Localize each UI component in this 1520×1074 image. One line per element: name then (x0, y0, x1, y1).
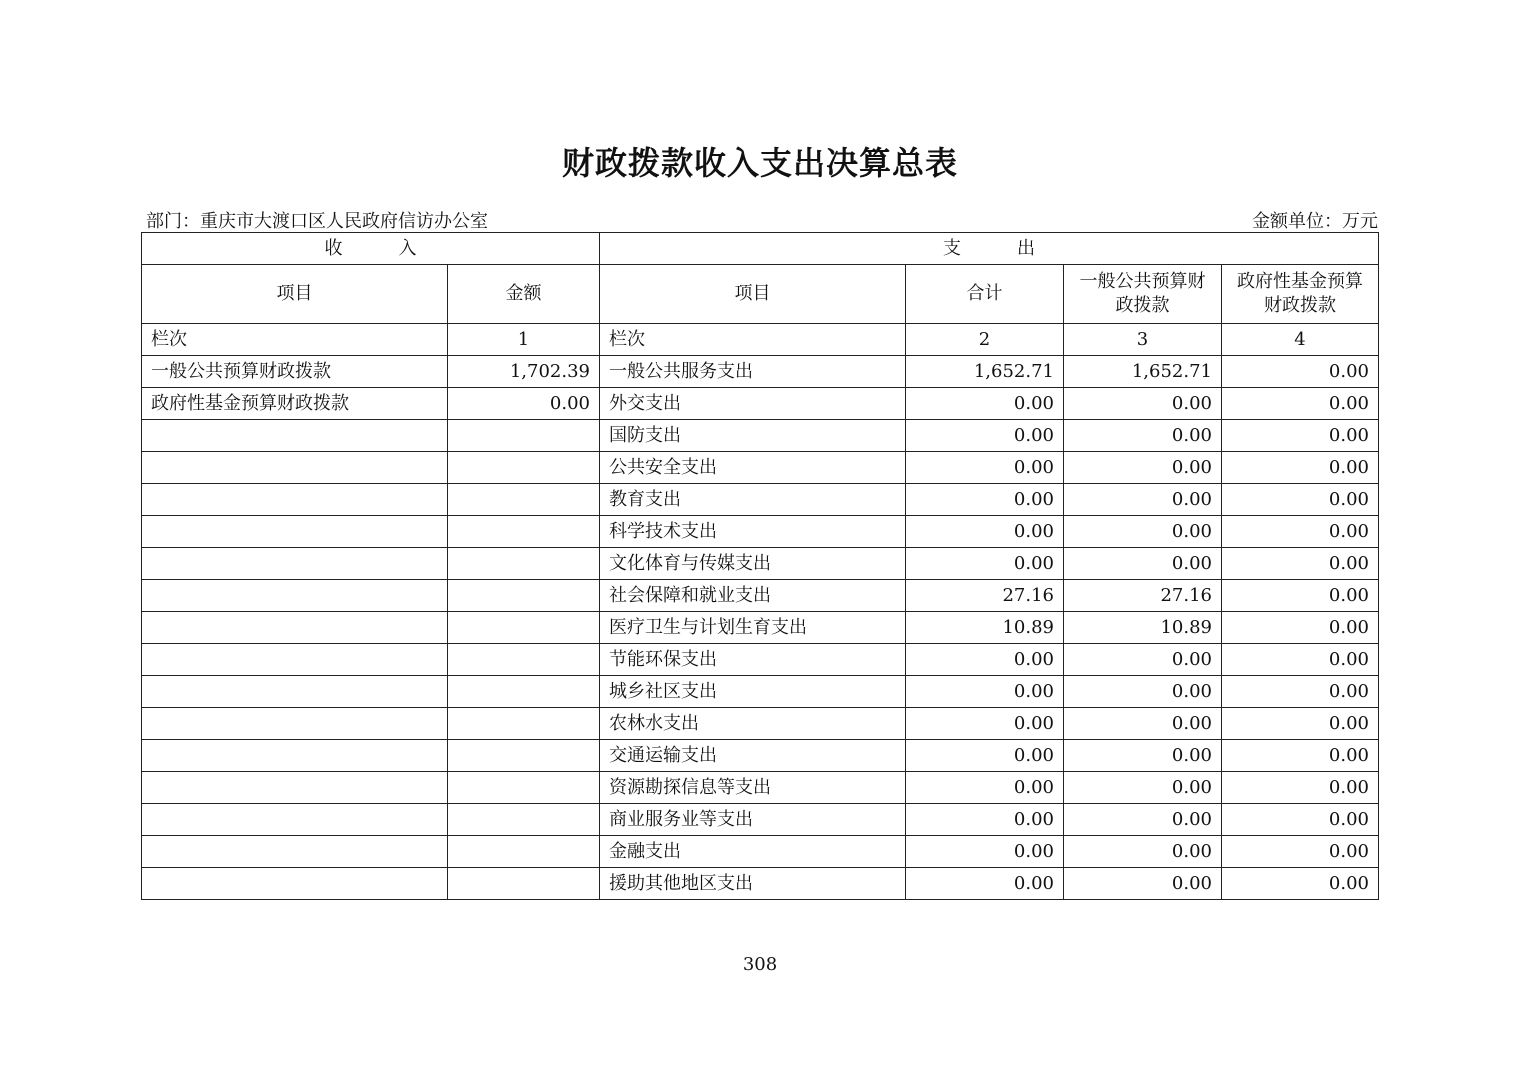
col-total: 合计 (906, 265, 1064, 324)
cell-income-item (142, 868, 448, 900)
cell-total: 0.00 (906, 708, 1064, 740)
table-row (142, 612, 1379, 644)
cell-gov-fund: 0.00 (1222, 772, 1379, 804)
cell-total: 0.00 (906, 836, 1064, 868)
cell-general-budget: 0.00 (1064, 388, 1222, 420)
index-income-label: 栏次 (142, 324, 448, 356)
cell-general-budget: 0.00 (1064, 548, 1222, 580)
cell-income-item (142, 644, 448, 676)
cell-total: 0.00 (906, 676, 1064, 708)
cell-expense-item: 公共安全支出 (600, 452, 906, 484)
cell-income-amount (448, 548, 600, 580)
cell-total: 0.00 (906, 740, 1064, 772)
cell-general-budget: 1,652.71 (1064, 356, 1222, 388)
table-row (142, 644, 1379, 676)
col-income-item: 项目 (142, 265, 448, 324)
col-gov-fund: 政府性基金预算财政拨款 (1222, 265, 1379, 324)
cell-income-item (142, 516, 448, 548)
cell-expense-item: 国防支出 (600, 420, 906, 452)
expense-header-char-1: 支 (943, 237, 961, 259)
index-col-3: 3 (1064, 324, 1222, 356)
cell-income-amount (448, 740, 600, 772)
cell-gov-fund: 0.00 (1222, 356, 1379, 388)
cell-gov-fund: 0.00 (1222, 804, 1379, 836)
cell-gov-fund: 0.00 (1222, 516, 1379, 548)
cell-income-item (142, 836, 448, 868)
cell-gov-fund: 0.00 (1222, 420, 1379, 452)
table-row (142, 708, 1379, 740)
unit-label: 金额单位：万元 (1252, 211, 1378, 232)
cell-expense-item: 外交支出 (600, 388, 906, 420)
cell-income-item: 一般公共预算财政拨款 (142, 356, 448, 388)
table-row (142, 868, 1379, 900)
expense-section-header (600, 233, 1379, 265)
table-row (142, 420, 1379, 452)
cell-income-amount (448, 420, 600, 452)
cell-expense-item: 交通运输支出 (600, 740, 906, 772)
cell-gov-fund: 0.00 (1222, 708, 1379, 740)
cell-general-budget: 10.89 (1064, 612, 1222, 644)
index-col-2: 2 (906, 324, 1064, 356)
cell-income-amount (448, 612, 600, 644)
cell-income-amount (448, 676, 600, 708)
cell-gov-fund: 0.00 (1222, 836, 1379, 868)
cell-income-amount (448, 708, 600, 740)
cell-income-amount: 0.00 (448, 388, 600, 420)
cell-expense-item: 援助其他地区支出 (600, 868, 906, 900)
cell-general-budget: 0.00 (1064, 484, 1222, 516)
cell-income-item: 政府性基金预算财政拨款 (142, 388, 448, 420)
cell-expense-item: 城乡社区支出 (600, 676, 906, 708)
cell-general-budget: 0.00 (1064, 868, 1222, 900)
section-header-row (142, 233, 1379, 265)
cell-income-amount (448, 836, 600, 868)
cell-general-budget: 0.00 (1064, 740, 1222, 772)
cell-income-amount (448, 484, 600, 516)
table-row (142, 580, 1379, 612)
cell-expense-item: 一般公共服务支出 (600, 356, 906, 388)
index-expense-label: 栏次 (600, 324, 906, 356)
cell-general-budget: 0.00 (1064, 804, 1222, 836)
cell-income-item (142, 676, 448, 708)
income-header-char-1: 收 (324, 237, 343, 259)
cell-total: 0.00 (906, 548, 1064, 580)
table-row (142, 836, 1379, 868)
cell-expense-item: 科学技术支出 (600, 516, 906, 548)
cell-total: 0.00 (906, 420, 1064, 452)
cell-general-budget: 0.00 (1064, 644, 1222, 676)
cell-gov-fund: 0.00 (1222, 612, 1379, 644)
cell-total: 0.00 (906, 452, 1064, 484)
cell-general-budget: 0.00 (1064, 836, 1222, 868)
cell-general-budget: 0.00 (1064, 420, 1222, 452)
cell-gov-fund: 0.00 (1222, 452, 1379, 484)
cell-income-item (142, 740, 448, 772)
cell-expense-item: 资源勘探信息等支出 (600, 772, 906, 804)
cell-income-amount (448, 452, 600, 484)
cell-income-amount (448, 516, 600, 548)
cell-total: 0.00 (906, 388, 1064, 420)
col-expense-item: 项目 (600, 265, 906, 324)
cell-income-item (142, 708, 448, 740)
cell-total: 0.00 (906, 484, 1064, 516)
income-header-char-2: 入 (398, 237, 417, 259)
cell-expense-item: 教育支出 (600, 484, 906, 516)
index-row (142, 324, 1379, 356)
cell-general-budget: 27.16 (1064, 580, 1222, 612)
cell-gov-fund: 0.00 (1222, 740, 1379, 772)
cell-income-amount (448, 804, 600, 836)
cell-gov-fund: 0.00 (1222, 484, 1379, 516)
column-header-row (142, 265, 1379, 324)
cell-income-item (142, 420, 448, 452)
cell-income-amount (448, 772, 600, 804)
cell-general-budget: 0.00 (1064, 516, 1222, 548)
cell-gov-fund: 0.00 (1222, 388, 1379, 420)
col-general-budget: 一般公共预算财政拨款 (1064, 265, 1222, 324)
appropriation-table (141, 232, 1379, 900)
table-row (142, 484, 1379, 516)
cell-expense-item: 商业服务业等支出 (600, 804, 906, 836)
cell-income-item (142, 580, 448, 612)
col-income-amount: 金额 (448, 265, 600, 324)
table-row (142, 740, 1379, 772)
cell-expense-item: 医疗卫生与计划生育支出 (600, 612, 906, 644)
table-row (142, 452, 1379, 484)
cell-expense-item: 金融支出 (600, 836, 906, 868)
cell-income-amount: 1,702.39 (448, 356, 600, 388)
cell-expense-item: 农林水支出 (600, 708, 906, 740)
table-row (142, 772, 1379, 804)
cell-general-budget: 0.00 (1064, 452, 1222, 484)
table-row (142, 676, 1379, 708)
cell-income-item (142, 804, 448, 836)
index-col-1: 1 (448, 324, 600, 356)
cell-total: 0.00 (906, 868, 1064, 900)
cell-general-budget: 0.00 (1064, 708, 1222, 740)
cell-income-amount (448, 580, 600, 612)
page-title: 财政拨款收入支出决算总表 (561, 144, 958, 182)
table-row (142, 356, 1379, 388)
cell-income-item (142, 772, 448, 804)
table-row (142, 548, 1379, 580)
cell-total: 0.00 (906, 804, 1064, 836)
cell-expense-item: 社会保障和就业支出 (600, 580, 906, 612)
cell-gov-fund: 0.00 (1222, 548, 1379, 580)
cell-total: 0.00 (906, 644, 1064, 676)
cell-income-amount (448, 868, 600, 900)
index-col-4: 4 (1222, 324, 1379, 356)
cell-gov-fund: 0.00 (1222, 676, 1379, 708)
cell-expense-item: 节能环保支出 (600, 644, 906, 676)
cell-total: 1,652.71 (906, 356, 1064, 388)
cell-general-budget: 0.00 (1064, 772, 1222, 804)
page-number: 308 (742, 954, 778, 975)
cell-gov-fund: 0.00 (1222, 644, 1379, 676)
cell-total: 0.00 (906, 772, 1064, 804)
table-row (142, 388, 1379, 420)
cell-income-item (142, 548, 448, 580)
cell-expense-item: 文化体育与传媒支出 (600, 548, 906, 580)
expense-header-char-2: 出 (1017, 237, 1035, 259)
cell-income-item (142, 452, 448, 484)
cell-total: 10.89 (906, 612, 1064, 644)
department-label: 部门：重庆市大渡口区人民政府信访办公室 (146, 211, 488, 232)
table-row (142, 804, 1379, 836)
cell-total: 0.00 (906, 516, 1064, 548)
cell-gov-fund: 0.00 (1222, 580, 1379, 612)
cell-total: 27.16 (906, 580, 1064, 612)
cell-income-item (142, 612, 448, 644)
cell-general-budget: 0.00 (1064, 676, 1222, 708)
income-section-header (142, 233, 600, 265)
table-row (142, 516, 1379, 548)
cell-gov-fund: 0.00 (1222, 868, 1379, 900)
cell-income-item (142, 484, 448, 516)
cell-income-amount (448, 644, 600, 676)
